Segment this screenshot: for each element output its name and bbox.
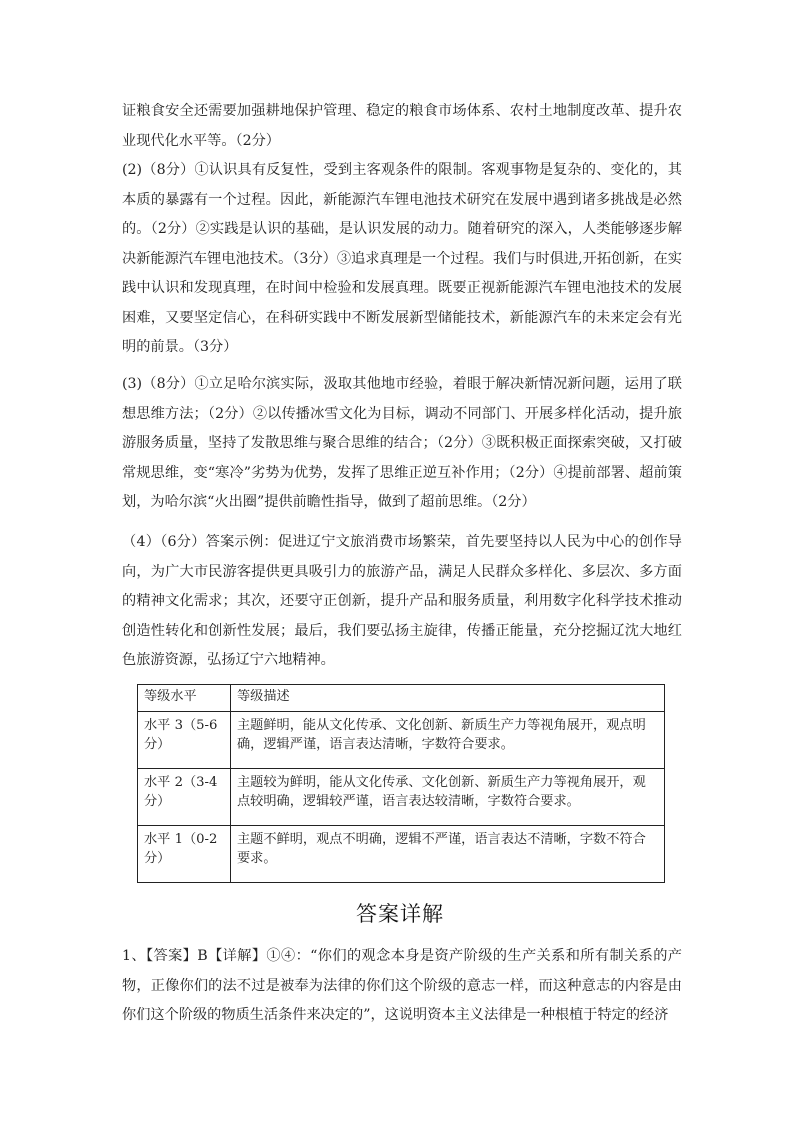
grade-description-cell: 主题不鲜明，观点不明确，逻辑不严谨，语言表达不清晰，字数不符合要求。 — [231, 826, 665, 883]
grade-level-cell: 水平 1（0-2 分） — [138, 826, 231, 883]
header-description: 等级描述 — [231, 685, 665, 712]
paragraph-answer-3: (3)（8分）①立足哈尔滨实际，汲取其他地市经验，着眼于解决新情况新问题，运用了联想思维方法；（2分）②以传播冰雪文化为目标，调动不同部门、开展多样化活动，提升旅游服务质量，坚持了发散思维与聚合思维的结合；（2分）③既积极正面探索突破，又打破常规思维，变“寒冷”劣势为优势，发挥了思维正逆互补作用；（2分）④提前部署、超前策划，为哈尔滨“火出圈”提供前瞻性指导，做到了超前思维。（2分） — [122, 376, 682, 510]
paragraph-answer-detail: 1、【答案】B【详解】①④：“你们的观念本身是资产阶级的生产关系和所有制关系的产物，正像你们的法不过是被奉为法律的你们这个阶级的意志一样，而这种意志的内容是由你们这个阶级的物质生活条件来决定的”，这说明资本主义法律是一种根植于特定的经济 — [122, 948, 682, 1023]
paragraph-answer-4: （4）（6分）答案示例：促进辽宁文旅消费市场繁荣，首先要坚持以人民为中心的创作导向，为广大市民游客提供更具吸引力的旅游产品，满足人民群众多样化、多层次、多方面的精神文化需求；其次，还要守正创新，提升产品和服务质量，利用数字化科学技术推动创造性转化和创新性发展；最后，我们要弘扬主旋律，传播正能量，充分挖掘辽沈大地红色旅游资源，弘扬辽宁六地精神。 — [122, 534, 682, 668]
table-row — [138, 712, 665, 769]
section-title: 答案详解 — [356, 902, 444, 926]
table-row — [138, 769, 665, 826]
grade-description-cell: 主题较为鲜明，能从文化传承、文化创新、新质生产力等视角展开，观点较明确，逻辑较严谨，语言表达较清晰，字数符合要求。 — [231, 769, 665, 826]
grade-table-header — [138, 685, 665, 712]
header-level: 等级水平 — [138, 685, 231, 712]
grade-table — [137, 684, 665, 883]
grade-description-cell: 主题鲜明，能从文化传承、文化创新、新质生产力等视角展开，观点明确，逻辑严谨，语言表达清晰，字数符合要求。 — [231, 712, 665, 769]
table-row — [138, 826, 665, 883]
paragraph-answer-2: (2)（8分）①认识具有反复性，受到主客观条件的限制。客观事物是复杂的、变化的，其本质的暴露有一个过程。因此，新能源汽车锂电池技术研究在发展中遇到诸多挑战是必然的。（2分）②实践是认识的基础，是认识发展的动力。随着研究的深入，人类能够逐步解决新能源汽车锂电池技术。（3分）③追求真理是一个过程。我们与时俱进,开拓创新，在实践中认识和发现真理，在时间中检验和发展真理。既要正视新能源汽车锂电池技术的发展困难，又要坚定信心，在科研实践中不断发展新型储能技术，新能源汽车的未来定会有光明的前景。（3分） — [122, 162, 682, 355]
paragraph-food-security: 证粮食安全还需要加强耕地保护管理、稳定的粮食市场体系、农村土地制度改革、提升农业现代化水平等。（2分） — [122, 103, 682, 149]
grade-level-cell: 水平 3（5-6 分） — [138, 712, 231, 769]
grade-level-cell: 水平 2（3-4 分） — [138, 769, 231, 826]
